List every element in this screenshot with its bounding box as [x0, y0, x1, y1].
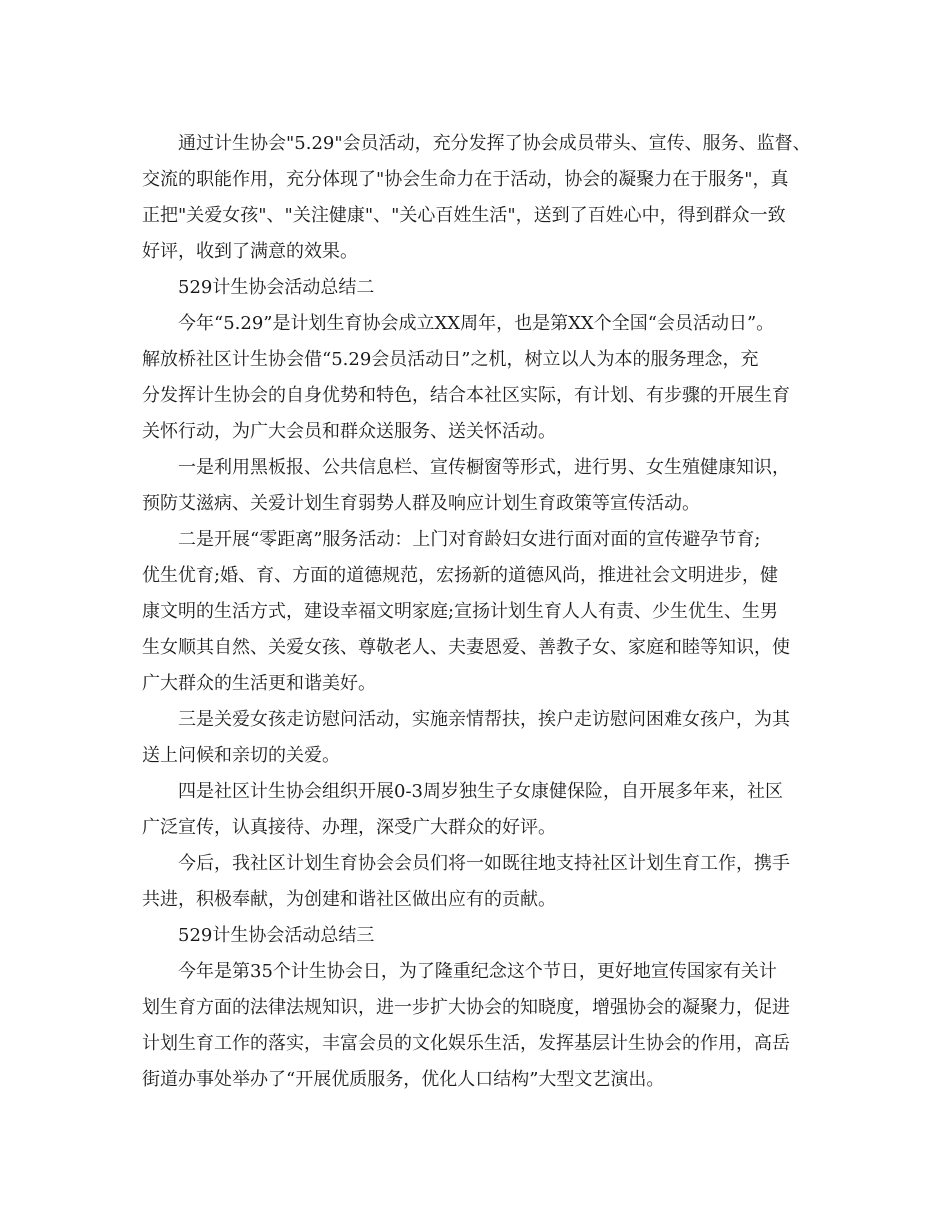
text-line: 划生育方面的法律法规知识，进一步扩大协会的知晓度，增强协会的凝聚力，促进	[142, 997, 790, 1018]
text-line: 今年是第35个计生协会日，为了隆重纪念这个节日，更好地宣传国家有关计	[142, 961, 777, 982]
text-line: 广泛宣传，认真接待、办理，深受广大群众的好评。	[142, 817, 556, 838]
text-line: 四是社区计生协会组织开展0-3周岁独生子女康健保险，自开展多年来，社区	[142, 781, 783, 802]
text-line: 计划生育工作的落实，丰富会员的文化娱乐生活，发挥基层计生协会的作用，高岳	[142, 1033, 790, 1054]
text-line: 优生优育;婚、育、方面的道德规范，宏扬新的道德风尚，推进社会文明进步，健	[142, 565, 779, 586]
text-line: 三是关爱女孩走访慰问活动，实施亲情帮扶，挨户走访慰问困难女孩户，为其	[142, 709, 790, 730]
text-line: 二是开展“零距离”服务活动：上门对育龄妇女进行面对面的宣传避孕节育;	[142, 529, 761, 550]
text-line: 通过计生协会"5.29"会员活动，充分发挥了协会成员带头、宣传、服务、监督、	[142, 133, 811, 154]
text-line: 关怀行动，为广大会员和群众送服务、送关怀活动。	[142, 421, 556, 442]
text-line: 今后，我社区计划生育协会会员们将一如既往地支持社区计划生育工作，携手	[142, 853, 790, 874]
text-line: 送上问候和亲切的关爱。	[142, 745, 340, 766]
text-line: 生女顺其自然、关爱女孩、尊敬老人、夫妻恩爱、善教子女、家庭和睦等知识，使	[142, 637, 790, 658]
text-line: 预防艾滋病、关爱计划生育弱势人群及响应计划生育政策等宣传活动。	[142, 493, 700, 514]
text-line: 交流的职能作用，充分体现了"协会生命力在于活动，协会的凝聚力在于服务"，真	[142, 169, 789, 190]
text-line: 一是利用黑板报、公共信息栏、宣传橱窗等形式，进行男、女生殖健康知识，	[142, 457, 790, 478]
text-line: 今年“5.29”是计划生育协会成立XX周年，也是第XX个全国“会员活动日”。	[142, 313, 775, 334]
text-line: 解放桥社区计生协会借“5.29会员活动日”之机，树立以人为本的服务理念，充	[142, 349, 759, 370]
text-line: 共进，积极奉献，为创建和谐社区做出应有的贡献。	[142, 889, 556, 910]
text-line: 分发挥计生协会的自身优势和特色，结合本社区实际，有计划、有步骤的开展生育	[142, 385, 790, 406]
text-line: 广大群众的生活更和谐美好。	[142, 673, 376, 694]
section-heading: 529计生协会活动总结三	[142, 925, 375, 946]
section-heading: 529计生协会活动总结二	[142, 277, 375, 298]
text-line: 康文明的生活方式，建设幸福文明家庭;宣扬计划生育人人有责、少生优生、生男	[142, 601, 779, 622]
text-line: 正把"关爱女孩"、"关注健康"、"关心百姓生活"，送到了百姓心中，得到群众一致	[142, 205, 786, 226]
text-line: 街道办事处举办了“开展优质服务，优化人口结构”大型文艺演出。	[142, 1069, 665, 1090]
document-body	[142, 126, 832, 1098]
text-line: 好评，收到了满意的效果。	[142, 241, 358, 262]
